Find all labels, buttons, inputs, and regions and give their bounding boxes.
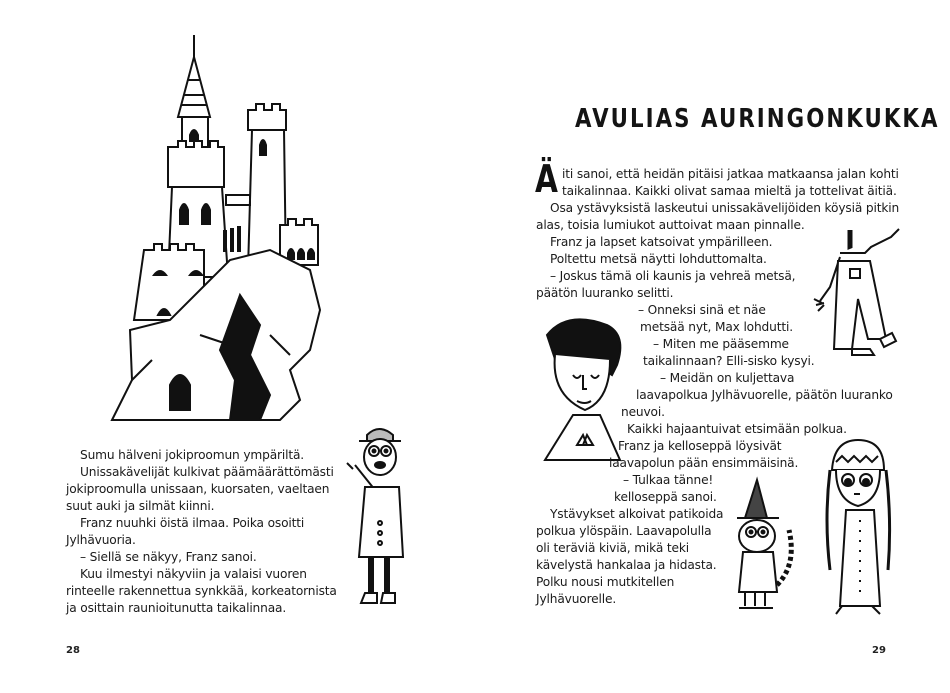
castle-illustration bbox=[110, 35, 330, 430]
chapter-title: AVULIAS AURINGONKUKKA bbox=[575, 104, 940, 134]
paragraph-line: Osa ystävyksistä laskeutui unissakävelijöiden köysiä pitkin bbox=[550, 201, 900, 215]
paragraph-line: – Siellä se näkyy, Franz sanoi. bbox=[80, 550, 257, 564]
paragraph-line: laavapolkua Jylhävuorelle, päätön luuranko bbox=[636, 388, 893, 402]
paragraph-line: – Meidän on kuljettava bbox=[660, 371, 795, 385]
paragraph-line: kävelystä hankalaa ja hidasta. bbox=[536, 558, 717, 572]
paragraph-line: oli teräviä kiviä, mikä teki bbox=[536, 541, 690, 555]
paragraph-line: Franz ja kelloseppä löysivät bbox=[618, 439, 782, 453]
paragraph-line: jokiproomulla unissaan, kuorsaten, vaeltaen bbox=[66, 482, 330, 496]
paragraph-line: alas, toisia lumiukot auttoivat maan pinnalle. bbox=[536, 218, 805, 232]
paragraph-line: Ystävykset alkoivat patikoida bbox=[550, 507, 724, 521]
paragraph-line: Franz ja lapset katsoivat ympärilleen. bbox=[550, 235, 773, 249]
paragraph-line: – Onneksi sinä et näe bbox=[638, 303, 766, 317]
paragraph-line: taikalinnaan? Elli-sisko kysyi. bbox=[643, 354, 815, 368]
paragraph-line: kelloseppä sanoi. bbox=[614, 490, 717, 504]
paragraph-line: Kuu ilmestyi näkyviin ja valaisi vuoren bbox=[80, 567, 307, 581]
paragraph-line: suut auki ja silmät kiinni. bbox=[66, 499, 215, 513]
paragraph-line: Polku nousi mutkitellen bbox=[536, 575, 675, 589]
paragraph-line: neuvoi. bbox=[621, 405, 665, 419]
paragraph-line: taikalinnaa. Kaikki olivat samaa mieltä ja tottelivat äitiä. bbox=[562, 184, 897, 198]
paragraph-line: Jylhävuorelle. bbox=[536, 592, 617, 606]
paragraph-line: Poltettu metsä näytti lohduttomalta. bbox=[550, 252, 767, 266]
paragraph-line: rinteelle rakennettua synkkää, korkeatornista bbox=[66, 584, 337, 598]
paragraph-line: laavapolun pään ensimmäisinä. bbox=[609, 456, 799, 470]
paragraph-line: Unissakävelijät kulkivat päämäärättömästi bbox=[80, 465, 334, 479]
girl-in-knit-hat-illustration bbox=[820, 440, 895, 620]
paragraph-line: ja osittain raunioitunutta taikalinnaa. bbox=[66, 601, 287, 615]
cat-with-hat-illustration bbox=[733, 480, 803, 615]
paragraph-line: Jylhävuoria. bbox=[66, 533, 136, 547]
paragraph-line: polkua ylöspäin. Laavapolulla bbox=[536, 524, 712, 538]
headless-skeleton-illustration bbox=[810, 225, 905, 360]
page-number-left: 28 bbox=[66, 645, 80, 656]
paragraph-line: Franz nuuhki öistä ilmaa. Poika osoitti bbox=[80, 516, 305, 530]
paragraph-line: Sumu hälveni jokiproomun ympäriltä. bbox=[80, 448, 305, 462]
paragraph-line: – Tulkaa tänne! bbox=[623, 473, 714, 487]
paragraph-line: päätön luuranko selitti. bbox=[536, 286, 674, 300]
paragraph-line: metsää nyt, Max lohdutti. bbox=[640, 320, 793, 334]
boy-pointing-illustration bbox=[335, 425, 425, 615]
page-number-right: 29 bbox=[872, 645, 886, 656]
paragraph-line: – Joskus tämä oli kaunis ja vehreä metsä, bbox=[550, 269, 796, 283]
paragraph-line: – Miten me pääsemme bbox=[653, 337, 789, 351]
paragraph-line: iti sanoi, että heidän pitäisi jatkaa matkaansa jalan kohti bbox=[562, 167, 899, 181]
drop-cap: Ä bbox=[535, 157, 558, 201]
paragraph-line: Kaikki hajaantuivat etsimään polkua. bbox=[627, 422, 847, 436]
